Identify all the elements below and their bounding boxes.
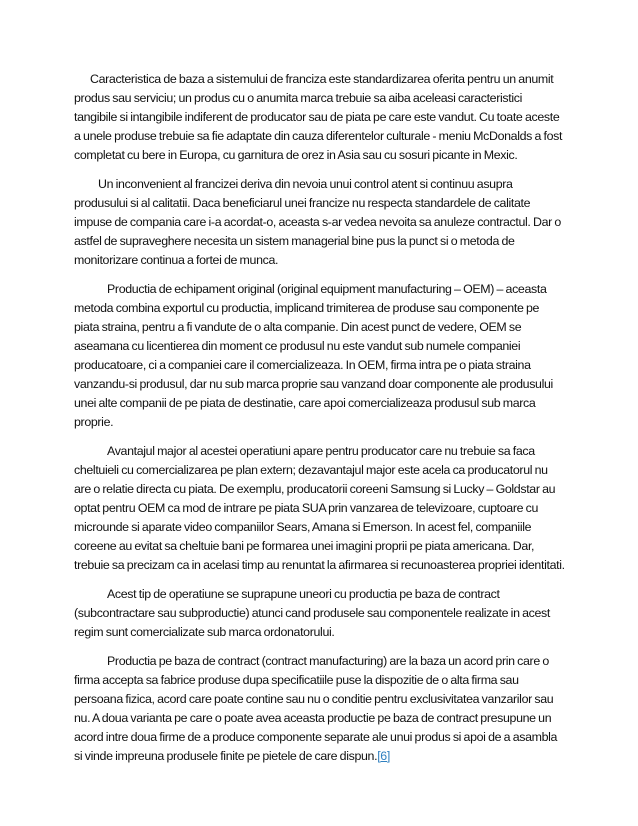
paragraph-franchise-inconvenient: Un inconvenient al francizei deriva din nevoia unui control atent si continuu asupra produsului si al calitatii. Daca beneficiarul unei francize nu respecta standardele de calitate impuse de compania care i-a acordat-o, aceasta s-ar vedea nevoita sa anuleze contractul. Dar o astfel de supraveghere necesita un sistem managerial bine pus la punct si o metoda de monitorizare continua a fortei de munca. (74, 177, 561, 267)
paragraph-contract-manufacturing-text: Productia pe baza de contract (contract manufacturing) are la baza un acord prin care o firma accepta sa fabrice produse dupa specificatiile puse la dispozitie de o alta firma sau persoana fizica, acord care poate contine sau nu o conditie pentru exclusivitatea vanzarilor sau nu. A doua varianta pe care o poate avea aceasta productie pe baza de contract presupune un acord intre doua firme de a produce componente separate ale unui produs si apoi de a asambla si vinde impreuna produsele finite pe pietele de care dispun. (74, 654, 558, 763)
paragraph-franchise-standardization: Caracteristica de baza a sistemului de franciza este standardizarea oferita pentru un anumit produs sau serviciu; un produs cu o anumita marca trebuie sa aiba aceleasi caracteristici tangibile si intangibile indiferent de producator sau de piata pe care este vandut. Cu toate aceste a unele produse trebuie sa fie adaptate din cauza diferentelor culturale - meniu McDonalds a fost completat cu bere in Europa, cu garnitura de orez in Asia sau cu sosuri picante in Mexic. (74, 72, 563, 162)
paragraph-oem-overlap: Acest tip de operatiune se suprapune uneori cu productia pe baza de contract (subcontractare sau subproductie) atunci cand produsele sau componentele realizate in acest regim sunt comercializate sub marca ordonatorului. (74, 587, 550, 639)
paragraph-oem-advantage: Avantajul major al acestei operatiuni apare pentru producator care nu trebuie sa faca cheltuieli cu comercializarea pe plan extern; dezavantajul major este acela ca producatorul nu are o relatie directa cu piata. De exemplu, producatorii coreeni Samsung si Lucky – Goldstar au optat pentru OEM ca mod de intrare pe piata SUA prin vanzarea de televizoare, cuptoare cu microunde si aparate video companiilor Sears, Amana si Emerson. In acest fel, companiile coreene au evitat sa cheltuie bani pe formarea unei imagini proprii pe piata americana. Dar, trebuie sa precizam ca in acelasi timp au renuntat la afirmarea si recunoasterea propriei identitati. (74, 444, 565, 572)
document-page (74, 70, 566, 776)
reference-link[interactable]: [6] (377, 749, 390, 763)
paragraph-oem-definition: Productia de echipament original (original equipment manufacturing – OEM) – aceasta metoda combina exportul cu productia, implicand trimiterea de produse sau componente pe piata straina, pentru a fi vandute de o alta companie. Din acest punct de vedere, OEM se aseamana cu licentierea din moment ce produsul nu este vandut sub numele companiei producatoare, ci a companiei care il comercializeaza. In OEM, firma intra pe o piata straina vanzandu-si produsul, dar nu sub marca proprie sau vanzand doar componente ale produsului unei alte companii de pe piata de destinatie, care apoi comercializeaza produsul sub marca proprie. (74, 282, 553, 429)
paragraph-contract-manufacturing (74, 652, 566, 766)
